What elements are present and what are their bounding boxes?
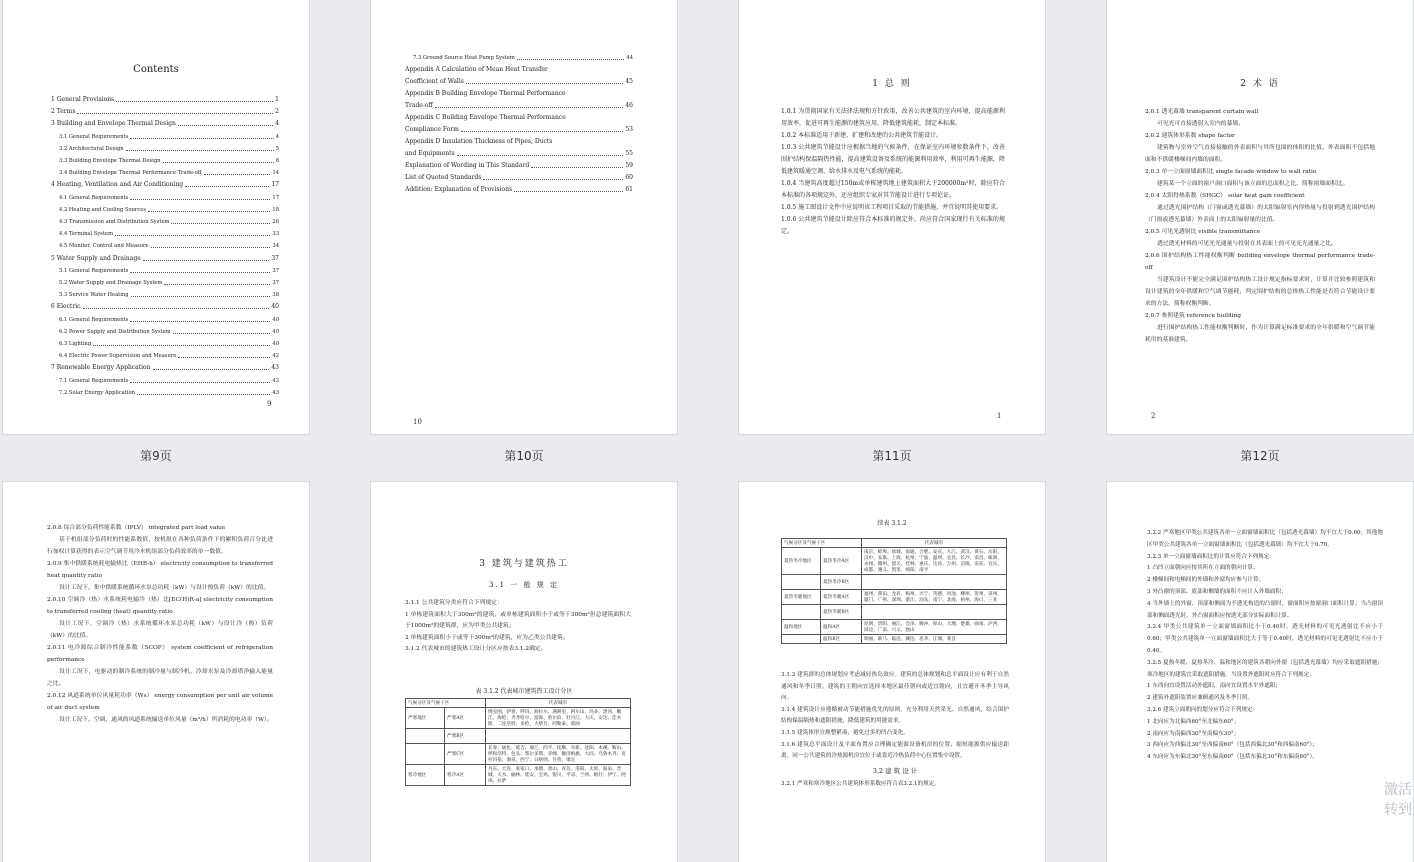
table-cell: 瑞丽、耿马、临沧、澜沧、思茅、江城、蒙自 <box>862 635 1007 644</box>
table-cell <box>782 605 821 620</box>
toc-entry <box>405 64 633 76</box>
table-row <box>782 575 1007 590</box>
table-title: 表 3.1.2 代表城市建筑热工设计分区 <box>475 688 573 695</box>
toc-entry <box>51 338 279 350</box>
page-thumbnail-14[interactable] <box>371 482 677 862</box>
toc-title: Contents <box>133 64 179 75</box>
toc-entry-title: List of Quoted Standards <box>405 174 482 181</box>
toc-entry-title: Explanation of Wording in This Standard <box>405 162 530 169</box>
activation-watermark: 激活 转到 <box>1384 782 1412 818</box>
toc-entry-page: 17 <box>272 194 279 201</box>
paragraph: 3.2.5 夏热冬暖、夏热冬冷、温和地区的建筑各朝向外窗（包括透光幕墙）均应采取遮阳措施；寒冷地区的建筑宜采取遮阳措施。当设置外遮阳时应符合下列规定： <box>1147 659 1383 678</box>
chapter-title: 3 建筑与建筑热工 <box>479 559 569 569</box>
toc-entry-page: 40 <box>272 316 279 323</box>
table-cell: 南京、蚌埠、盐城、南通、合肥、安庆、九江、武汉、黄石、岳阳、汉中、安康、上海、杭州、宁波、温州、宜昌、长沙、南昌、株洲、永州、赣州、韶关、桂林、重庆、达县、万州、涪陵、南充、宜宾、成都、遵义、凯里、绵阳、南平 <box>862 548 1007 575</box>
chapter-title: 1 总 则 <box>872 79 912 89</box>
toc-entry-page: 42 <box>272 353 279 360</box>
table-cell: 夏热冬暖地区 <box>782 590 821 605</box>
toc-entry <box>51 301 279 313</box>
toc-entry-title: 7.2 Solar Energy Application <box>59 389 135 396</box>
table-row <box>782 548 1007 575</box>
toc-entry-title: 1 General Provisions <box>51 96 115 103</box>
paragraph: 1.0.4 当建筑高度超过150m或单栋建筑地上建筑面积大于200000m²时，除应符合本标准的各项规定外，还应组织专家对其节能设计进行专项论证。 <box>781 180 1005 199</box>
paragraph: 透过透光材料的可见光光通量与投射在其表面上的可见光光通量之比。 <box>1157 241 1337 247</box>
table-cell: 夏热冬冷A区 <box>821 548 862 575</box>
page-thumbnail-12[interactable] <box>1107 0 1413 434</box>
table-cell: 福州、莆田、龙岩、梅州、兴宁、英德、河池、柳州、贺州、泉州、厦门、广州、深圳、湛江、汕头、南宁、北海、梧州、海口、三亚 <box>862 590 1007 605</box>
toc-entry-page: 40 <box>272 341 279 348</box>
paragraph: 2 单栋建筑面积小于或等于300m²的建筑，应为乙类公共建筑。 <box>405 634 569 641</box>
toc-entry <box>51 179 279 191</box>
toc-entry-page: 43 <box>272 377 279 384</box>
paragraph: 3.1.4 建筑设计应遵循被动节能措施优先的原则，充分利用天然采光、自然通风，结合围护结构保温隔热和遮阳措施，降低建筑的用能需求。 <box>781 706 1009 725</box>
toc-entry <box>405 100 633 112</box>
paragraph: 2.0.10 空调冷（热）水系统耗电输冷（热）比[EC(H)R-a] electricity consumption to transferred cooling (heat) quantity ratio <box>47 597 273 615</box>
table-header-cell: 气候分区及气候子区 <box>782 539 862 548</box>
toc-entry-page: 40 <box>272 328 279 335</box>
toc-leader <box>483 172 623 180</box>
paragraph: 3.1.5 建筑体形宜规整紧凑，避免过多的凹凸变化。 <box>781 729 909 736</box>
paragraph: 1.0.3 公共建筑节能设计应根据当地的气候条件，在保证室内环境参数条件下，改善围护结构保温隔热性能，提高建筑设备及系统的能源利用效率，利用可再生能源，降低建筑暖通空调、给水排水及电气系统的能耗。 <box>781 144 1005 175</box>
toc-entry-page: 37 <box>272 267 279 274</box>
table-cell: 严寒地区 <box>406 708 445 729</box>
toc-entry-page: 4 <box>275 133 279 140</box>
paragraph: 设计工况下，集中供暖系统循环水泵总功耗（kW）与设计热负荷（kW）的比值。 <box>59 585 270 591</box>
toc-entry <box>51 375 279 387</box>
toc-leader <box>163 155 274 163</box>
table-cell: 严寒C区 <box>445 744 486 765</box>
table-row <box>406 708 631 729</box>
toc-leader <box>151 240 271 248</box>
paragraph: 进行围护结构热工性能权衡判断时，作为计算满足标准要求的全年供暖和空气调节能耗用的基准建筑。 <box>1145 325 1375 343</box>
toc-entry-title: 4.2 Heating and Cooling Sources <box>59 206 147 213</box>
toc-leader <box>143 253 270 261</box>
toc-leader <box>137 387 270 395</box>
toc-entry-title: 5.3 Service Water Heating <box>59 292 129 299</box>
paragraph: 3 外凸窗的顶部、底部和侧墙的面积不应计入外墙面积； <box>1147 588 1287 595</box>
toc-entry-page: 40 <box>271 303 279 311</box>
toc-entry-title: 4.1 General Requirements <box>59 194 129 201</box>
toc-leader <box>457 148 624 156</box>
toc-leader <box>131 289 271 297</box>
toc-leader <box>130 265 270 273</box>
paragraph: 1 东西向宜设置活动外遮阳，南向宜设置水平外遮阳； <box>1147 683 1281 690</box>
toc-leader <box>130 314 270 322</box>
page-body <box>781 670 1009 790</box>
toc-entry <box>51 167 279 179</box>
toc-entry-page: 4 <box>275 120 279 128</box>
table-cell <box>782 575 821 590</box>
table-cell <box>782 635 821 644</box>
toc-leader <box>531 160 623 168</box>
paragraph: 3.2.2 严寒地区甲类公共建筑各单一立面窗墙面积比（包括透光幕墙）均不宜大于0.60；其他地区甲类公共建筑各单一立面窗墙面积比（包括透光幕墙）均不宜大于0.70。 <box>1147 530 1383 548</box>
toc-leader <box>93 338 270 346</box>
table-cell: 温和B区 <box>821 635 862 644</box>
table-cell: 夏热冬暖A区 <box>821 590 862 605</box>
toc-entry-title: 4 Heating, Ventilation and Air Conditioning <box>51 181 184 189</box>
toc-entry <box>51 204 279 216</box>
toc-entry-title: Appendix C Building Envelope Thermal Performance <box>405 114 566 121</box>
toc-entry <box>51 387 279 399</box>
page-number: 9 <box>267 400 272 408</box>
table-header-row <box>782 539 1007 548</box>
paragraph: 设计工况下，空调、通风的风道系统输送单位风量（m³/h）所消耗的电功率（W）。 <box>59 717 273 723</box>
toc-entry-title: 6.3 Lighting <box>59 341 92 348</box>
toc-leader <box>130 131 273 139</box>
toc-entry-title: 5.2 Water Supply and Drainage System <box>59 280 163 287</box>
table-cell: 长春、通化、延吉、通辽、四平、抚顺、阜新、沈阳、本溪、鞍山、呼和浩特、包头、鄂尔多斯、赤峰、额济纳旗、大同、乌鲁木齐、克拉玛依、酒泉、西宁、日喀则、甘孜、康定 <box>486 744 631 765</box>
table-title: 续表 3.1.2 <box>877 520 907 527</box>
toc-entry-page: 37 <box>271 254 279 262</box>
toc-entry-page: 34 <box>272 243 279 250</box>
table-header-cell: 代表城市 <box>862 539 1007 548</box>
paragraph: 2.0.7 参照建筑 reference building <box>1145 313 1242 319</box>
toc-entry-title: 4.5 Monitor, Control and Measure <box>59 243 149 250</box>
toc-entry <box>405 76 633 88</box>
toc-leader <box>514 184 623 192</box>
table-cell: 寒冷A区 <box>445 765 486 786</box>
toc-entry <box>51 192 279 204</box>
page-number: 10 <box>413 418 422 426</box>
toc-entry-title: and Equipments <box>405 150 455 157</box>
toc-entry-page: 8 <box>275 158 279 165</box>
toc-entry-title: 3.2 Architectural Design <box>59 145 124 152</box>
page-thumbnail-9[interactable] <box>3 0 309 434</box>
table-cell: 夏热冬暖B区 <box>821 605 862 620</box>
toc-entry-page: 46 <box>625 102 633 109</box>
toc-entry <box>51 350 279 362</box>
toc-leader <box>204 167 271 175</box>
page-number: 2 <box>1151 412 1156 420</box>
toc-leader <box>116 94 273 102</box>
paragraph: 2.0.1 透光幕墙 transparent curtain wall <box>1145 109 1259 115</box>
toc-entry-page: 44 <box>626 55 633 61</box>
toc-entry <box>51 118 279 130</box>
toc-entry-title: Appendix B Building Envelope Thermal Performance <box>405 90 566 97</box>
toc-leader <box>171 216 270 224</box>
paragraph: 3 西向应为西偏北30°至西偏南60°（包括西偏北30°和西偏南60°）； <box>1147 742 1318 749</box>
toc-entry-title: 7.3 Ground Source Heat Pump System <box>413 55 515 61</box>
toc-entry <box>51 253 279 265</box>
paragraph: 2 楼梯间和电梯间的外墙和外窗均应参与计算； <box>1147 577 1265 584</box>
toc-entry-title: 6.2 Power Supply and Distribution System <box>59 328 171 335</box>
paragraph: 2.0.4 太阳得热系数（SHGC） solar heat gain coefficient <box>1145 193 1305 199</box>
section-title: 3.1 一 般 规 定 <box>488 581 560 589</box>
paragraph: 2 南向应为南偏西30°至南偏东30°； <box>1147 730 1240 737</box>
paragraph: 1.0.6 公共建筑节能设计除应符合本标准的规定外，尚应符合国家现行有关标准的规定。 <box>781 216 1005 235</box>
toc-entry-title: 5.1 General Requirements <box>59 267 129 274</box>
toc-leader <box>126 143 274 151</box>
toc-list <box>405 52 633 196</box>
paragraph: 2 建筑外遮阳装置应兼顾通风及冬季日照。 <box>1147 695 1254 702</box>
toc-entry <box>51 362 279 374</box>
table-row <box>406 765 631 786</box>
toc-entry-page: 17 <box>271 181 279 189</box>
page-thumbnail-11[interactable] <box>739 0 1045 434</box>
toc-entry-title: Appendix A Calculation of Mean Heat Transfer <box>405 66 548 73</box>
paragraph: 3.1.3 建筑群的总体规划应考虑减轻热岛效应。建筑的总体规划和总平面设计应有利于自然通风和冬季日照。建筑的主朝向宜选择本地区最佳朝向或适宜朝向，且宜避开冬季主导风向。 <box>781 672 1009 702</box>
table-cell <box>486 729 631 744</box>
toc-leader <box>178 350 270 358</box>
page-body <box>47 522 273 726</box>
toc-entry-title: 6.4 Electric Power Supervision and Measure <box>59 353 177 360</box>
page-body <box>405 598 631 656</box>
toc-entry-page: 18 <box>272 206 279 213</box>
paragraph: 2.0.5 可见光透射比 visible transmittance <box>1145 229 1261 235</box>
paragraph: 3.1.6 建筑总平面设计及平面布置应合理确定能源设备机房的位置，缩短能源供应输送距离。同一公共建筑的冷热源机房宜位于或靠近冷热负荷中心位置集中设置。 <box>781 741 1009 760</box>
paragraph: 2.0.11 电冷源综合制冷性能系数（SCOP） system coefficient of refrigeration performance <box>47 645 273 663</box>
toc-entry-title: 4.3 Transmission and Distribution System <box>59 219 170 226</box>
table-cell: 寒冷地区 <box>406 765 445 786</box>
paragraph: 1 凸凹立面朝向应按其所在立面的朝向计算； <box>1147 565 1259 572</box>
toc-entry-title: 6.1 General Requirements <box>59 316 129 323</box>
toc-entry <box>51 277 279 289</box>
toc-entry-title: 4.4 Terminal System <box>59 231 114 238</box>
toc-leader <box>178 118 273 126</box>
toc-entry-title: Compliance Form <box>405 126 459 133</box>
toc-entry <box>405 148 633 160</box>
table-cell: 温和地区 <box>782 620 821 635</box>
toc-entry <box>51 155 279 167</box>
paragraph: 1.0.5 施工图设计文件中应说明该工程项目采取的节能措施，并宜说明其使用要求。 <box>781 204 1003 211</box>
table-row <box>782 620 1007 635</box>
table-cell: 博克图、伊春、呼玛、海拉尔、满洲里、阿尔山、玛多、黑河、嫩江、海伦、齐齐哈尔、富锦、哈尔滨、牡丹江、大庆、安达、佳木斯、二连浩特、多伦、大柴旦、阿勒泰、那曲 <box>486 708 631 729</box>
toc-entry <box>405 160 633 172</box>
table-cell <box>862 575 1007 590</box>
paragraph: 2.0.12 风道系统单位风量耗功率（Ws） energy consumption per unit air volume of air duct system <box>47 693 273 711</box>
toc-entry-page: 33 <box>272 231 279 238</box>
table-header-cell: 代表城市 <box>486 699 631 708</box>
toc-entry <box>51 228 279 240</box>
toc-entry-title: 5 Water Supply and Drainage <box>51 254 141 262</box>
toc-entry-page: 59 <box>625 162 633 169</box>
toc-entry <box>51 326 279 338</box>
toc-entry <box>51 314 279 326</box>
toc-leader <box>173 326 271 334</box>
toc-entry-page: 2 <box>275 108 279 116</box>
paragraph: 4 当外墙上的外窗、顶部和侧面为不透光构造的凸窗时，窗面积应按窗洞口面积计算；当凸窗顶部和侧面透光时，外凸窗面积应按透光部分实际面积计算。 <box>1147 600 1383 619</box>
page-body <box>781 106 1005 238</box>
toc-entry-page: 60 <box>625 174 633 181</box>
page-caption-9[interactable]: 第9页 <box>140 449 172 463</box>
toc-entry-title: Coefficient of Walls <box>405 78 464 85</box>
toc-entry-title: Appendix D Insulation Thickness of Pipes, Ducts <box>405 138 553 145</box>
paragraph: 通过透光围护结构（门窗或透光幕墙）的太阳辐射室内得热量与投射到透光围护结构（门窗或透光幕墙）外表面上的太阳辐射量的比值。 <box>1145 205 1375 223</box>
paragraph: 可见光可直接透射入室内的幕墙。 <box>1157 121 1244 127</box>
page-thumbnail-13[interactable] <box>3 482 309 862</box>
toc-entry-page: 43 <box>272 389 279 396</box>
page-caption-11[interactable]: 第11页 <box>872 449 912 463</box>
toc-entry-title: Addition: Explanation of Provisions <box>405 186 513 193</box>
paragraph: 基于机组部分负荷时的性能系数值，按机组在各种负荷条件下的累积负荷百分比进行加权计算获得的表示空气调节用冷水机组部分负荷效率的单一数值。 <box>47 537 273 555</box>
paragraph: 当建筑设计不能完全满足围护结构热工设计规定指标要求时，计算并比较参照建筑和设计建筑的全年供暖和空气调节能耗，判定围护结构的总体热工性能是否符合节能设计要求的方法，简称权衡判断。 <box>1145 277 1375 307</box>
toc-entry <box>51 289 279 301</box>
section-title: 3.2 建 筑 设 计 <box>872 766 918 775</box>
climate-zone-table-cont <box>781 538 1007 644</box>
toc-entry-page: 5 <box>275 145 279 152</box>
toc-entry <box>51 216 279 228</box>
paragraph: 1.0.1 为贯彻国家有关法律法规和方针政策，改善公共建筑的室内环境，提高能源利用效率，促进可再生能源的建筑应用，降低建筑能耗，制定本标准。 <box>781 108 1005 127</box>
toc-entry-title: Trade-off <box>405 102 433 109</box>
toc-leader <box>466 76 624 84</box>
table-row <box>406 729 631 744</box>
paragraph: 设计工况下，电驱动的制冷系统的制冷量与制冷机、冷却水泵及冷却塔净输入能量之比。 <box>47 669 273 687</box>
toc-entry <box>51 265 279 277</box>
chapter-title: 2 术 语 <box>1240 79 1280 89</box>
table-row <box>406 744 631 765</box>
paragraph: 2.0.9 集中供暖系统耗电输热比（EHR-h） electricity consumption to transferred heat quantity ratio <box>47 561 273 579</box>
toc-leader <box>185 179 269 187</box>
table-cell: 丹东、大连、张家口、承德、唐山、青岛、洛阳、太原、阳泉、晋城、天水、榆林、延安、宝鸡、银川、平凉、兰州、喀什、伊宁、阿坝、拉萨 <box>486 765 631 786</box>
toc-entry-page: 43 <box>271 364 279 372</box>
toc-entry-page: 38 <box>272 292 279 299</box>
climate-zone-table <box>405 698 631 786</box>
page-caption-12[interactable]: 第12页 <box>1240 449 1280 463</box>
paragraph: 2.0.3 单一立面窗墙面积比 single facade window to wall ratio <box>1145 169 1317 175</box>
toc-leader <box>148 204 270 212</box>
paragraph: 4 东向应为东偏北30°至东偏南60°（包括东偏北30°和东偏南60°）。 <box>1147 754 1318 761</box>
paragraph: 1 北向应为北偏西60°至北偏东60°； <box>1147 718 1240 725</box>
toc-leader <box>83 301 270 309</box>
toc-entry <box>51 106 279 118</box>
toc-leader <box>130 375 270 383</box>
page-body <box>1147 528 1383 764</box>
toc-entry <box>405 88 633 100</box>
paragraph: 建筑某一个立面的窗户洞口面积与该立面的总面积之比，简称窗墙面积比。 <box>1157 181 1349 187</box>
table-cell: 夏热冬冷B区 <box>821 575 862 590</box>
page-thumbnail-16[interactable] <box>1107 482 1413 862</box>
toc-list <box>51 94 279 399</box>
paragraph: 3.1.1 公共建筑分类应符合下列规定： <box>405 600 503 606</box>
table-cell <box>406 729 445 744</box>
table-cell: 严寒A区 <box>445 708 486 729</box>
toc-entry-title: 3.3 Building Envelope Thermal Design <box>59 158 161 165</box>
toc-leader <box>164 277 270 285</box>
paragraph: 2.0.2 建筑体形系数 shape factor <box>1145 133 1235 139</box>
toc-leader <box>130 192 270 200</box>
toc-entry <box>405 52 633 64</box>
table-cell: 温和A区 <box>821 620 862 635</box>
table-cell: 严寒B区 <box>445 729 486 744</box>
toc-entry-title: 7 Renewable Energy Application <box>51 364 151 372</box>
toc-entry <box>405 184 633 196</box>
table-cell: 夏热冬冷地区 <box>782 548 821 575</box>
toc-entry <box>51 131 279 143</box>
page-caption-10[interactable]: 第10页 <box>504 449 544 463</box>
paragraph: 1.0.2 本标准适用于新建、扩建和改建的公共建筑节能设计。 <box>781 132 943 139</box>
toc-entry <box>51 143 279 155</box>
toc-leader <box>435 100 624 108</box>
toc-entry <box>51 94 279 106</box>
toc-leader <box>461 124 624 132</box>
toc-entry-title: 6 Electric <box>51 303 81 311</box>
toc-entry <box>51 240 279 252</box>
table-row <box>782 635 1007 644</box>
toc-entry-title: 2 Terms <box>51 108 76 116</box>
table-header-cell: 气候分区及气候子区 <box>406 699 486 708</box>
paragraph: 3.2.3 单一立面窗墙面积比的计算应符合下列规定： <box>1147 553 1275 560</box>
toc-entry-page: 45 <box>625 78 633 85</box>
toc-entry-page: 55 <box>625 150 633 157</box>
page-thumbnail-15[interactable] <box>739 482 1045 862</box>
table-row <box>782 590 1007 605</box>
page-thumbnail-10[interactable] <box>371 0 677 434</box>
toc-entry-title: 3.1 General Requirements <box>59 133 129 140</box>
toc-leader <box>517 52 625 60</box>
toc-entry <box>405 124 633 136</box>
paragraph: 3.2.4 甲类公共建筑单一立面窗墙面积比小于0.40时，透光材料的可见光透射比不应小于0.60；甲类公共建筑单一立面窗墙面积比大于等于0.40时，透光材料的可见光透射比不应小于0.40。 <box>1147 624 1383 654</box>
paragraph: 3.2.1 严寒和寒冷地区公共建筑体形系数应符合表3.2.1的规定。 <box>781 780 940 787</box>
toc-entry-title: 7.1 General Requirements <box>59 377 129 384</box>
toc-leader <box>153 362 270 370</box>
page-number: 1 <box>997 412 1002 420</box>
page-body <box>1145 106 1375 346</box>
paragraph: 3.1.2 代表城市的建筑热工设计分区应按表3.1.2确定。 <box>405 646 547 652</box>
toc-leader <box>77 106 273 114</box>
table-cell <box>862 605 1007 620</box>
toc-leader <box>115 228 270 236</box>
toc-entry-title: 3.4 Building Envelope Thermal Performance Trade-off <box>59 170 202 177</box>
paragraph: 2.0.6 围护结构热工性能权衡判断 building envelope thermal performance trade-off <box>1145 253 1375 271</box>
toc-entry-page: 14 <box>272 170 279 177</box>
toc-entry-page: 1 <box>275 96 279 103</box>
paragraph: 3.2.6 建筑立面朝向的划分应符合下列规定： <box>1147 706 1259 713</box>
toc-entry-page: 53 <box>625 126 633 133</box>
toc-entry <box>405 172 633 184</box>
table-cell <box>406 744 445 765</box>
paragraph: 1 单栋建筑面积大于300m²的建筑，或单栋建筑面积小于或等于300m²但总建筑面积大于1000m²的建筑群，应为甲类公共建筑； <box>405 611 631 629</box>
table-header-row <box>406 699 631 708</box>
paragraph: 2.0.8 综合部分负荷性能系数（IPLV） integrated part load value <box>47 525 226 531</box>
paragraph: 设计工况下，空调冷（热）水系统循环水泵总功耗（kW）与设计冷（热）负荷（kW）的比值。 <box>47 621 273 639</box>
toc-entry <box>405 136 633 148</box>
table-row <box>782 605 1007 620</box>
paragraph: 建筑物与室外空气直接接触的外表面积与其所包围的体积的比值，外表面积不包括地面和不供暖楼梯间内墙的面积。 <box>1145 145 1375 163</box>
toc-entry <box>405 112 633 124</box>
toc-entry-title: 3 Building and Envelope Thermal Design <box>51 120 176 128</box>
toc-entry-page: 37 <box>272 280 279 287</box>
table-cell: 昆明、贵阳、丽江、会泽、腾冲、保山、大理、楚雄、曲靖、泸西、屏边、广南、兴义、独山 <box>862 620 1007 635</box>
toc-entry-page: 61 <box>625 186 633 193</box>
toc-entry-page: 26 <box>272 219 279 226</box>
